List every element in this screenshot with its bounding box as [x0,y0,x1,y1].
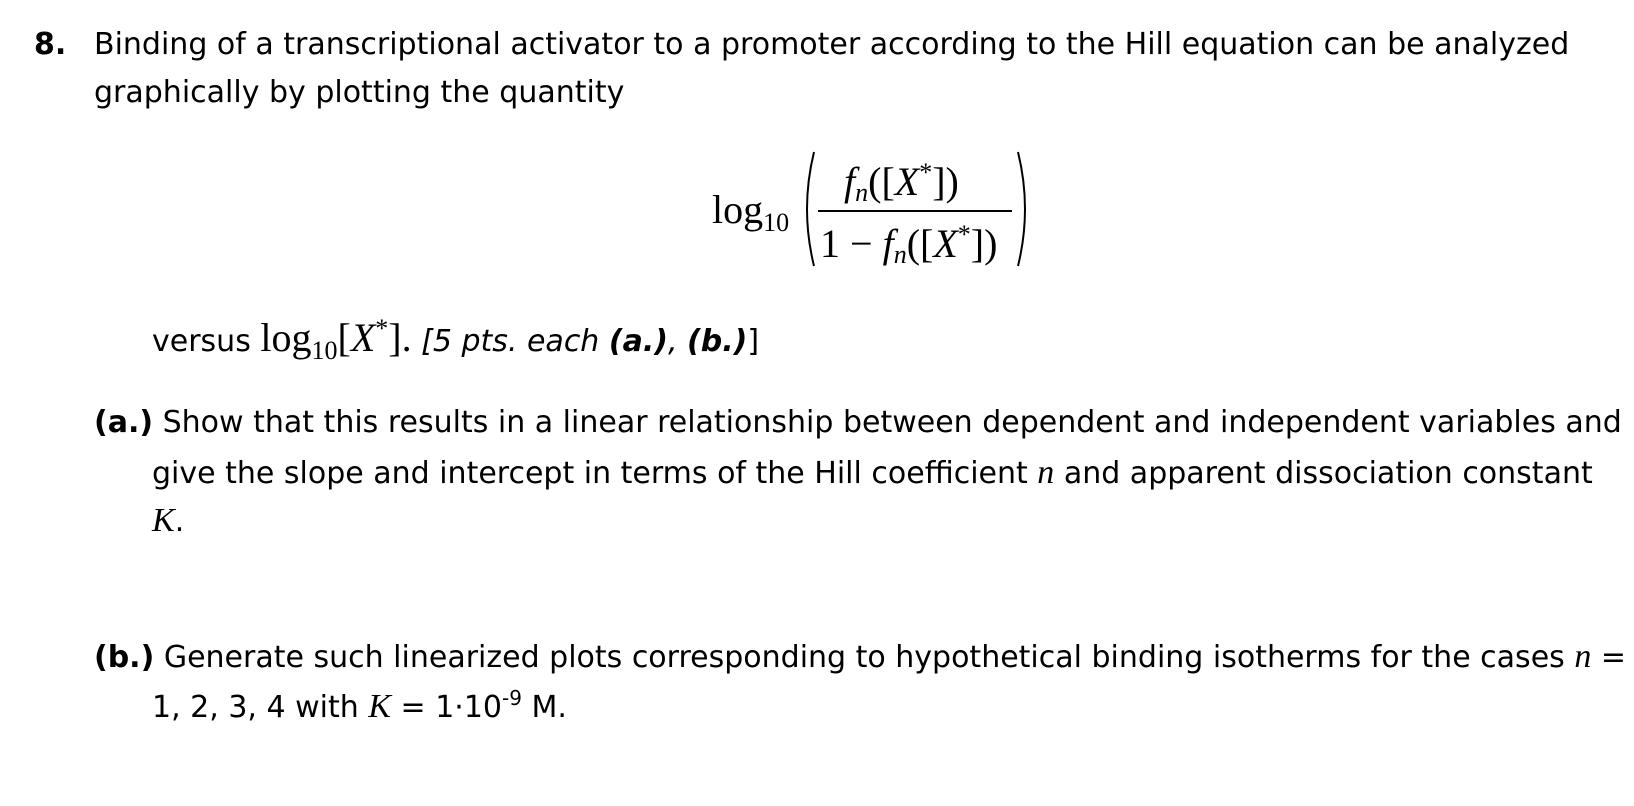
part-a-line-2: give the slope and intercept in terms of the Hill coefficient n and apparent dissociation constant [152,454,1593,491]
equation-log: $\log_{10}$ [712,187,790,237]
part-a-line-1: (a.) Show that this results in a linear relationship between dependent and independent variables and [94,405,1622,440]
hill-log-ratio-equation [712,150,1052,270]
right-paren-icon [1016,150,1034,268]
versus-line [152,316,759,364]
equation-numerator: $f_n([X^*])$ [844,158,959,207]
left-paren-icon [798,150,816,268]
fraction-bar [818,210,1012,212]
points-note: [5 pts. each (a.), (b.)] [421,324,760,359]
part-b-line-1: (b.) Generate such linearized plots corresponding to hypothetical binding isotherms for the cases n = [94,638,1626,675]
versus-expression: $\log_{10}[X^*]$. [260,314,412,365]
part-b-label: (b.) [94,640,155,675]
part-a-label: (a.) [94,405,154,440]
hill-coefficient-var: n [1037,454,1055,491]
equation-denominator: $1 - f_n([X^*])$ [820,220,998,269]
question-intro-line-2: graphically by plotting the quantity [94,75,625,110]
versus-word: versus [152,324,251,359]
question-intro-line-1: Binding of a transcriptional activator to a promoter according to the Hill equation can be analyzed [94,27,1570,62]
part-b-line-2: 1, 2, 3, 4 with $K = 1\cdot 10^{-9}$ M. [152,686,567,725]
dissociation-constant-var: K [152,502,175,539]
question-number: 8. [34,27,67,62]
part-a-line-3: K. [152,502,185,539]
